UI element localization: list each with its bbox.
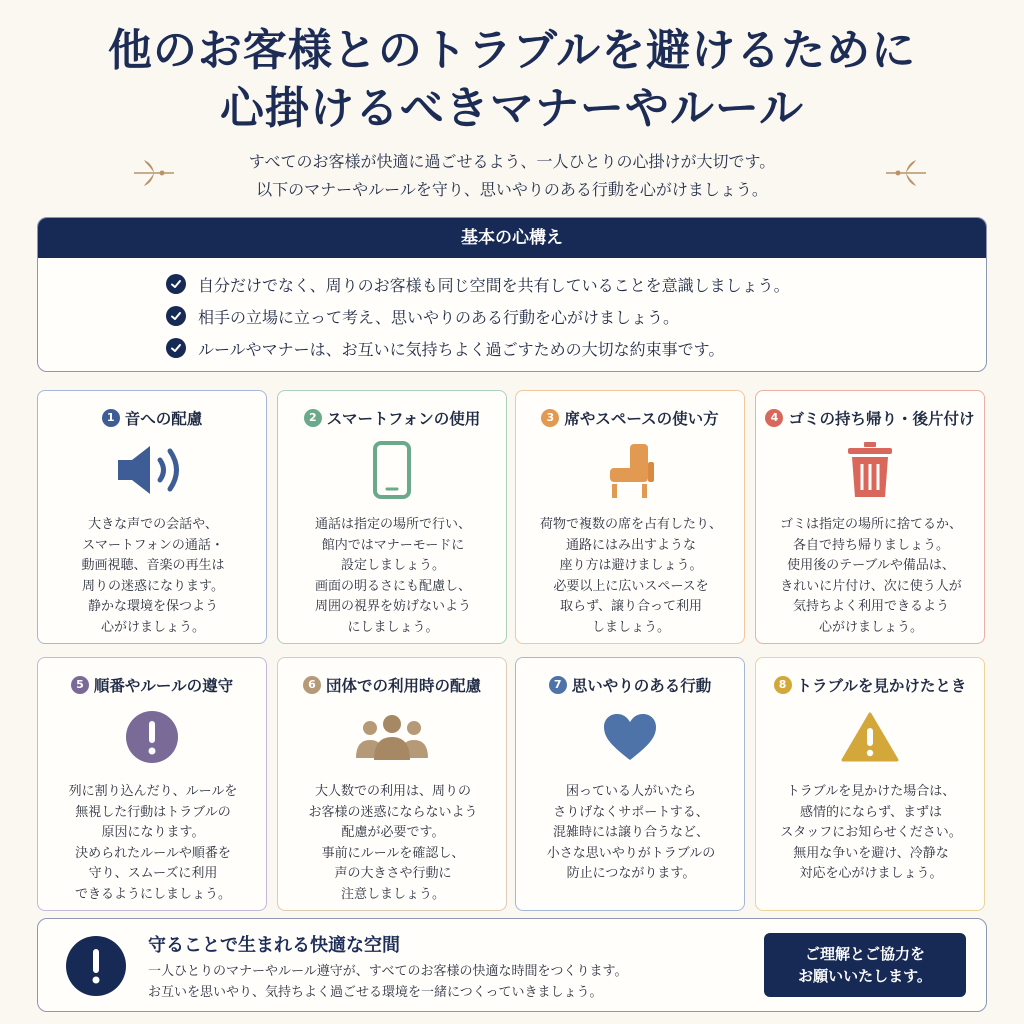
card-title: トラブルを見かけたとき <box>796 677 967 695</box>
speaker-icon <box>114 440 190 500</box>
card-trash <box>755 390 985 644</box>
footer-text: 一人ひとりのマナーやルール遵守が、すべてのお客様の快適な時間をつくります。 お互いを思いやり、気持ちよく過ごせる環境を一緒につくっていきましょう。 <box>148 964 628 1000</box>
leaf-ornament-icon <box>884 156 928 190</box>
list-item <box>166 268 986 300</box>
cooperation-banner: ご理解とご協力を お願いいたします。 <box>764 933 966 997</box>
card-group-use <box>277 657 507 911</box>
list-item-text: 自分だけでなく、周りのお客様も同じ空間を共有していることを意識しましょう。 <box>198 275 790 295</box>
number-badge: 4 <box>765 409 783 427</box>
card-body: 困っている人がいたら さりげなくサポートする、 混雑時には譲り合うなど、 小さな思いやりがトラブルの 防止につながります。 <box>546 784 716 881</box>
number-badge: 6 <box>303 676 321 694</box>
leaf-ornament-icon <box>132 156 176 190</box>
smartphone-icon <box>372 440 412 500</box>
trash-icon <box>845 440 895 500</box>
list-item <box>166 332 986 364</box>
basic-mindset-list <box>38 258 986 364</box>
exclamation-icon <box>124 709 180 765</box>
card-body: 大きな声での会話や、 スマートフォンの通話・ 動画視聴、音楽の再生は 周りの迷惑になります。 静かな環境を保つよう 心がけましょう。 <box>81 517 225 635</box>
list-item <box>166 300 986 332</box>
card-sound <box>37 390 267 644</box>
number-badge: 5 <box>71 676 89 694</box>
page-title-line1: 他のお客様とのトラブルを避けるために <box>107 25 917 76</box>
card-title: スマートフォンの使用 <box>326 410 481 428</box>
card-body: ゴミは指定の場所に捨てるか、 各自で持ち帰りましょう。 使用後のテーブルや備品は、 きれいに片付け、次に使う人が 気持ちよく利用できるよう 心がけましょう。 <box>779 517 962 635</box>
exclamation-icon <box>66 936 126 996</box>
lead-text <box>180 148 844 204</box>
card-body: トラブルを見かけた場合は、 感情的にならず、まずは スタッフにお知らせください。 無用な争いを避け、冷静な 対応を心がけましょう。 <box>780 784 962 881</box>
group-icon <box>354 712 430 762</box>
check-circle-icon <box>166 274 186 294</box>
card-trouble <box>755 657 985 911</box>
card-title: 思いやりのある行動 <box>571 677 712 695</box>
lead-line1: すべてのお客様が快適に過ごせるよう、一人ひとりの心掛けが大切です。 <box>248 152 776 171</box>
card-body: 列に割り込んだり、ルールを 無視した行動はトラブルの 原因になります。 決められたルールや順番を 守り、スムーズに利用 できるようにしましょう。 <box>68 784 238 902</box>
card-title: 団体での利用時の配慮 <box>325 677 481 695</box>
number-badge: 7 <box>549 676 567 694</box>
card-rules-order <box>37 657 267 911</box>
number-badge: 3 <box>541 409 559 427</box>
card-title: 音への配慮 <box>124 410 203 428</box>
page-title <box>0 22 1024 138</box>
card-consideration <box>515 657 745 911</box>
heart-icon <box>602 712 658 762</box>
card-body: 荷物で複数の席を占有したり、 通路にはみ出すような 座り方は避けましょう。 必要以上に広いスペースを 取らず、譲り合って利用 しましょう。 <box>539 517 722 635</box>
page-title-line2: 心掛けるべきマナーやルール <box>219 83 805 134</box>
check-circle-icon <box>166 306 186 326</box>
card-smartphone <box>277 390 507 644</box>
card-seat-space <box>515 390 745 644</box>
footer-panel <box>37 918 987 1012</box>
number-badge: 1 <box>102 409 120 427</box>
number-badge: 2 <box>304 409 322 427</box>
check-circle-icon <box>166 338 186 358</box>
footer-title: 守ることで生まれる快適な空間 <box>148 935 400 956</box>
warning-icon <box>841 711 899 763</box>
card-title: ゴミの持ち帰り・後片付け <box>788 410 975 428</box>
card-body: 大人数での利用は、周りの お客様の迷惑にならないよう 配慮が必要です。 事前にルールを確認し、 声の大きさや行動に 注意しましょう。 <box>308 784 478 902</box>
card-title: 席やスペースの使い方 <box>564 410 719 428</box>
chair-icon <box>602 440 658 500</box>
list-item-text: ルールやマナーは、お互いに気持ちよく過ごすための大切な約束事です。 <box>198 339 725 359</box>
list-item-text: 相手の立場に立って考え、思いやりのある行動を心がけましょう。 <box>198 307 679 327</box>
number-badge: 8 <box>774 676 792 694</box>
basic-mindset-heading: 基本の心構え <box>38 218 986 258</box>
basic-mindset-panel <box>37 217 987 372</box>
lead-line2: 以下のマナーやルールを守り、思いやりのある行動を心がけましょう。 <box>256 180 768 199</box>
card-body: 通話は指定の場所で行い、 館内ではマナーモードに 設定しましょう。 画面の明るさにも配慮し、 周囲の視界を妨げないよう にしましょう。 <box>314 517 471 635</box>
card-title: 順番やルールの遵守 <box>93 677 234 695</box>
